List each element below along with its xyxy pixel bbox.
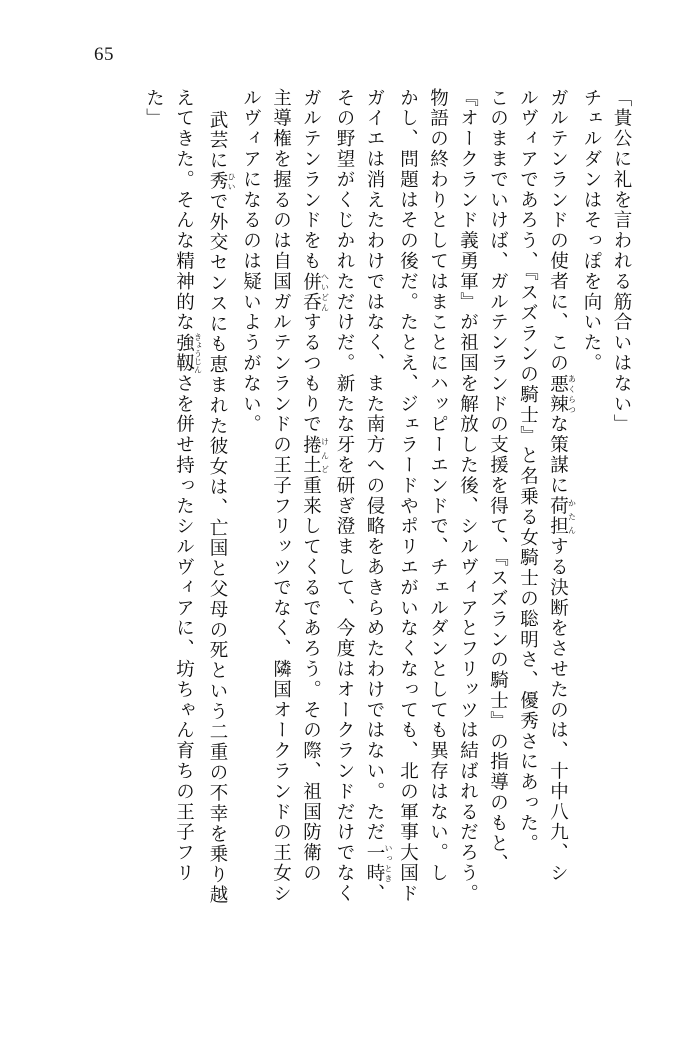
text-line: チェルダンはそっぽを向いた。	[581, 88, 602, 374]
text-line: た」	[143, 88, 165, 129]
text-line: 『オークランド義勇軍』が祖国を解放した後、シルヴィアとフリッツは結ばれるだろう。	[457, 88, 479, 904]
text-line: 物語の終わりとしてはまことにハッピーエンドで、チェルダンとしても異存はない。し	[427, 88, 449, 884]
text-line: その野望がくじかれただけだ。新たな牙を研ぎ澄まして、今度はオークランドだけでなく	[334, 88, 355, 904]
text-line: ルヴィアになるのは疑いようがない。	[240, 88, 262, 435]
text-line: ガルテンランドの使者に、この悪辣 あくらつな策謀に荷担 かたんする決断をさせたのは、十中八九、シ	[547, 88, 577, 884]
text-line: ガイエは消えたわけではなく、また南方への侵略をあきらめたわけではない。ただ一時 いっとき、	[364, 88, 393, 905]
text-line: えてきた。そんな精神的な強靱 きょうじんさを併せ持ったシルヴィアに、坊ちゃん育ちの王子フリ	[173, 88, 203, 884]
text-line: 主導権を握るのは自国ガルテンランドの王子フリッツでなく、隣国オークランドの王女シ	[270, 88, 292, 904]
text-line: ルヴィアであろう、『スズランの騎士』と名乗る女騎士の聡明さ、優秀さにあった。	[517, 88, 539, 854]
text-line: かし、問題はその後だ。たとえ、ジェラードやポリエがいなくなっても、北の軍事大国ド	[397, 88, 419, 904]
text-line: ガルテンランドをも併呑 へいどんするつもりで捲土 けんど重来してくるであろう。その際、祖国防衛の	[300, 88, 330, 884]
vertical-text-body	[62, 88, 636, 968]
text-line: 武芸に秀 ひいで外交センスにも恵まれた彼女は、亡国と父母の死という二重の不幸を乗り越	[207, 110, 236, 906]
text-line: 「貴公に礼を言われる筋合いはない」	[611, 88, 632, 435]
page-number: 65	[94, 44, 114, 65]
text-line: このままでいけば、ガルテンランドの支援を得て、『スズランの騎士』の指導のもと、	[487, 88, 509, 875]
